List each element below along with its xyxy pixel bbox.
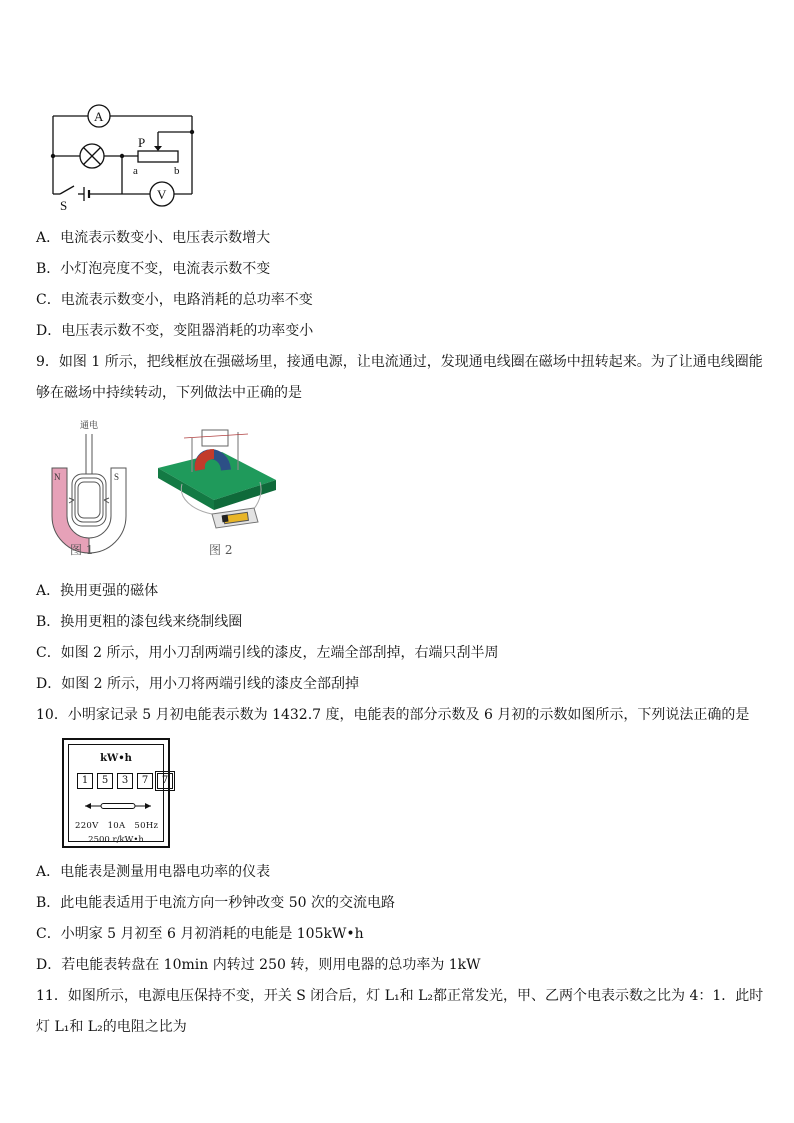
- figure-1-caption: 图 1: [70, 543, 94, 557]
- meter-digit: 5: [97, 773, 113, 789]
- switch-label: S: [60, 198, 68, 213]
- meter-spec-revolutions: 2500 r/kW•h: [88, 835, 144, 845]
- figure-2-motor-photo: [152, 418, 280, 536]
- meter-spec-ratings: 220V 10A 50Hz: [75, 821, 159, 831]
- circuit-diagram-q8: [40, 96, 205, 214]
- meter-digit: 7: [137, 773, 153, 789]
- pole-s-label: S: [114, 472, 120, 482]
- q10-option-a: A．电能表是测量用电器电功率的仪表: [36, 864, 271, 880]
- q11-stem-line1: 11．如图所示，电源电压保持不变，开关 S 闭合后，灯 L₁和 L₂都正常发光，甲、乙两个电表示数之比为 4：1．此时: [36, 988, 764, 1004]
- pole-n-label: N: [54, 472, 61, 482]
- q8-option-c: C．电流表示数变小，电路消耗的总功率不变: [36, 292, 313, 308]
- fig1-current-label: 通电: [80, 420, 99, 430]
- q10-option-d: D．若电能表转盘在 10min 内转过 250 转，则用电器的总功率为 1kW: [36, 957, 481, 973]
- electric-meter: [62, 738, 170, 848]
- figure-1-coil-magnet: [44, 416, 134, 558]
- q10-option-c: C．小明家 5 月初至 6 月初消耗的电能是 105kW•h: [36, 926, 364, 942]
- meter-disk-arrow-icon: [83, 801, 153, 811]
- q8-option-b: B．小灯泡亮度不变，电流表示数不变: [36, 261, 271, 277]
- q8-option-d: D．电压表示数不变，变阻器消耗的功率变小: [36, 323, 314, 339]
- meter-unit: kW•h: [100, 753, 132, 764]
- slider-label: P: [138, 135, 146, 150]
- q9-option-b: B．换用更粗的漆包线来绕制线圈: [36, 614, 243, 630]
- voltmeter-label: V: [157, 187, 167, 202]
- rheostat-end-b: b: [174, 165, 180, 177]
- meter-digit: 1: [77, 773, 93, 789]
- meter-digit: 3: [117, 773, 133, 789]
- figure-2-caption: 图 2: [209, 543, 233, 557]
- q8-option-a: A．电流表示数变小、电压表示数增大: [36, 230, 271, 246]
- q9-option-c: C．如图 2 所示，用小刀刮两端引线的漆皮，左端全部刮掉，右端只刮半周: [36, 645, 499, 661]
- rheostat-end-a: a: [133, 165, 138, 177]
- q9-stem-line2: 够在磁场中持续转动，下列做法中正确的是: [36, 385, 302, 401]
- meter-digits: [77, 773, 177, 789]
- q10-option-b: B．此电能表适用于电流方向一秒钟改变 50 次的交流电路: [36, 895, 396, 911]
- q10-stem: 10．小明家记录 5 月初电能表示数为 1432.7 度，电能表的部分示数及 6 月初的示数如图所示，下列说法正确的是: [36, 707, 750, 723]
- q9-option-d: D．如图 2 所示，用小刀将两端引线的漆皮全部刮掉: [36, 676, 360, 692]
- meter-digit-decimal: 7: [157, 773, 173, 789]
- q11-stem-line2: 灯 L₁和 L₂的电阻之比为: [36, 1019, 187, 1035]
- ammeter-label: A: [94, 109, 104, 124]
- q9-option-a: A．换用更强的磁体: [36, 583, 159, 599]
- q9-stem-line1: 9．如图 1 所示，把线框放在强磁场里，接通电源，让电流通过，发现通电线圈在磁场中扭转起来。为了让通电线圈能: [36, 354, 763, 370]
